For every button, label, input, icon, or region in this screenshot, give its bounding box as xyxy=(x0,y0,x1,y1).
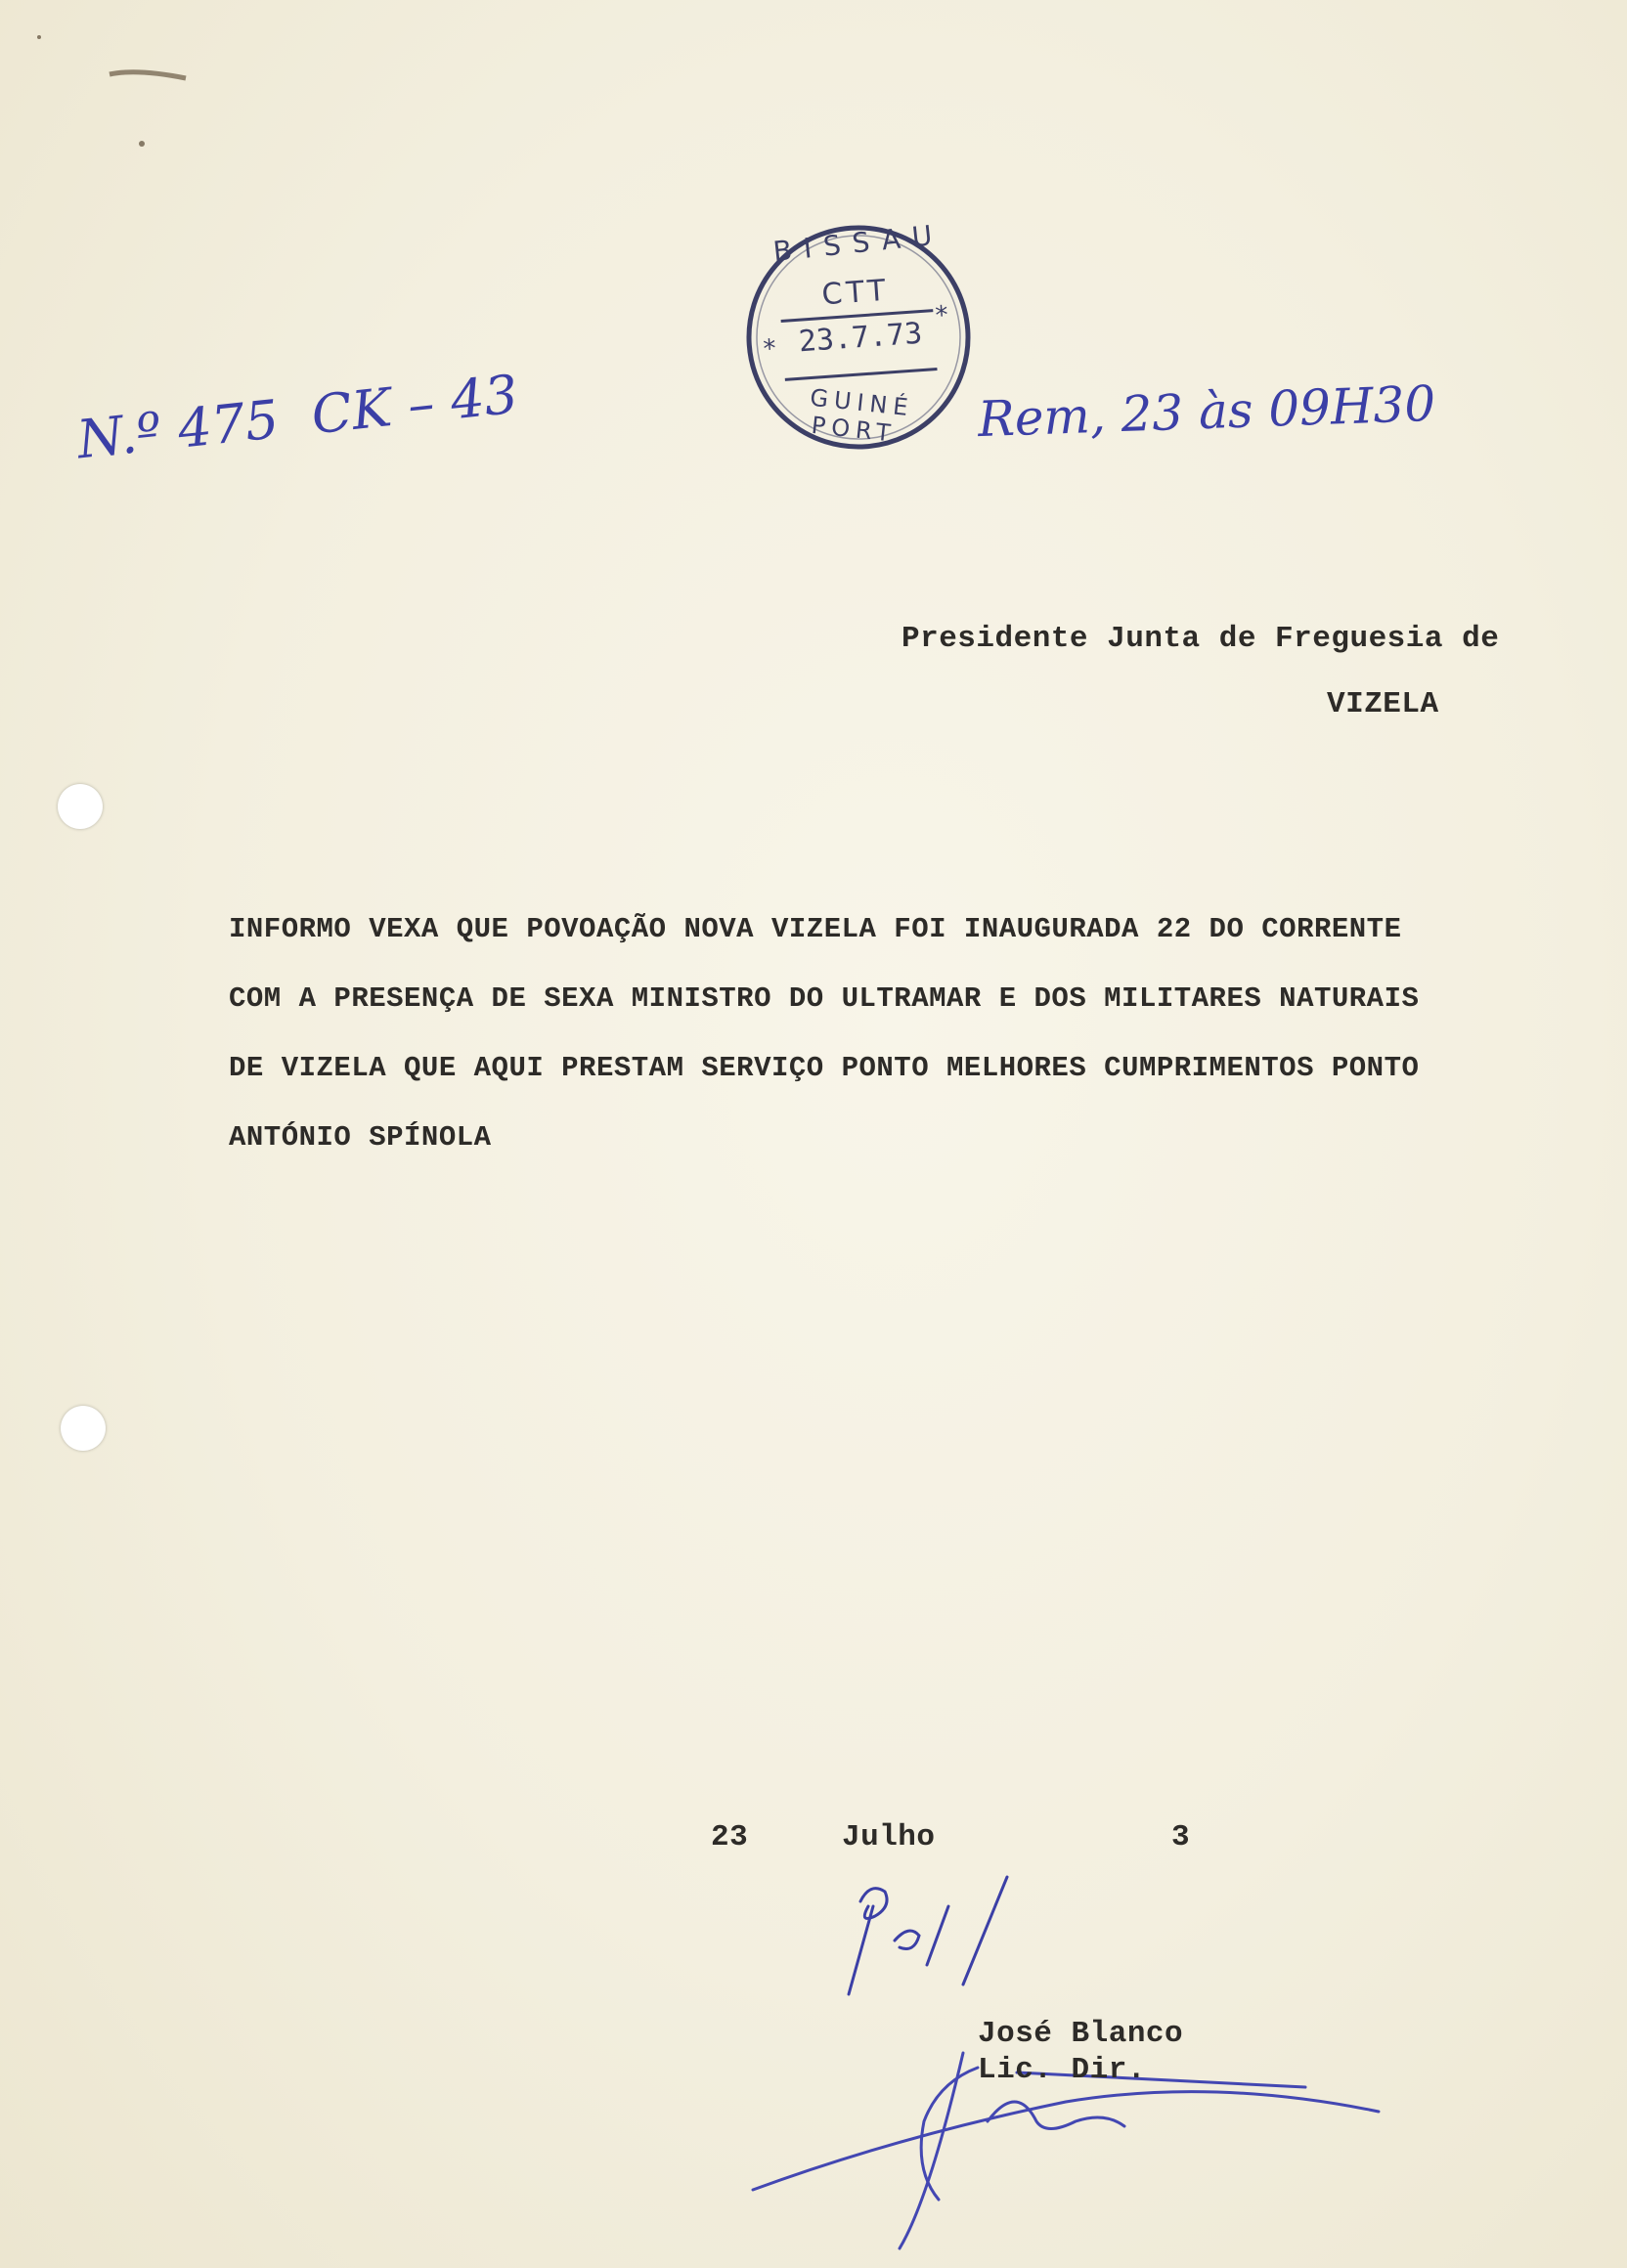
postmark-bottom-text: GUINÉ PORT. xyxy=(809,383,915,449)
date-year: 3 xyxy=(1171,1820,1191,1854)
paper-smudge xyxy=(37,35,186,147)
body-line-4: ANTÓNIO SPÍNOLA xyxy=(229,1121,492,1154)
handwritten-reference-number: N.º 475 CK – 43 xyxy=(73,363,521,471)
body-line-3: DE VIZELA QUE AQUI PRESTAM SERVIÇO PONTO MELHORES CUMPRIMENTOS PONTO xyxy=(229,1052,1420,1084)
body-line-1: INFORMO VEXA QUE POVOAÇÃO NOVA VIZELA FOI INAUGURADA 22 DO CORRENTE xyxy=(229,913,1402,945)
postmark-top-text: BISSAU xyxy=(771,217,945,269)
body-line-2: COM A PRESENÇA DE SEXA MINISTRO DO ULTRAMAR E DOS MILITARES NATURAIS xyxy=(229,982,1420,1015)
postmark-service: CTT xyxy=(820,273,891,313)
handwritten-initials xyxy=(849,1877,1007,1994)
postmark-star-right: * xyxy=(934,300,949,331)
postmark-star-left: * xyxy=(762,333,777,365)
addressee-line-2: VIZELA xyxy=(1327,687,1439,721)
date-month: Julho xyxy=(842,1820,936,1854)
addressee-line-1: Presidente Junta de Freguesia de xyxy=(901,622,1500,656)
handwritten-received-note: Rem, 23 às 09H30 xyxy=(977,374,1437,449)
signatory-name: José Blanco xyxy=(978,2017,1184,2051)
date-day: 23 xyxy=(711,1820,749,1854)
postmark-date: 23.7.73 xyxy=(797,316,924,360)
signatory-title: Lic. Dir. xyxy=(978,2053,1146,2087)
